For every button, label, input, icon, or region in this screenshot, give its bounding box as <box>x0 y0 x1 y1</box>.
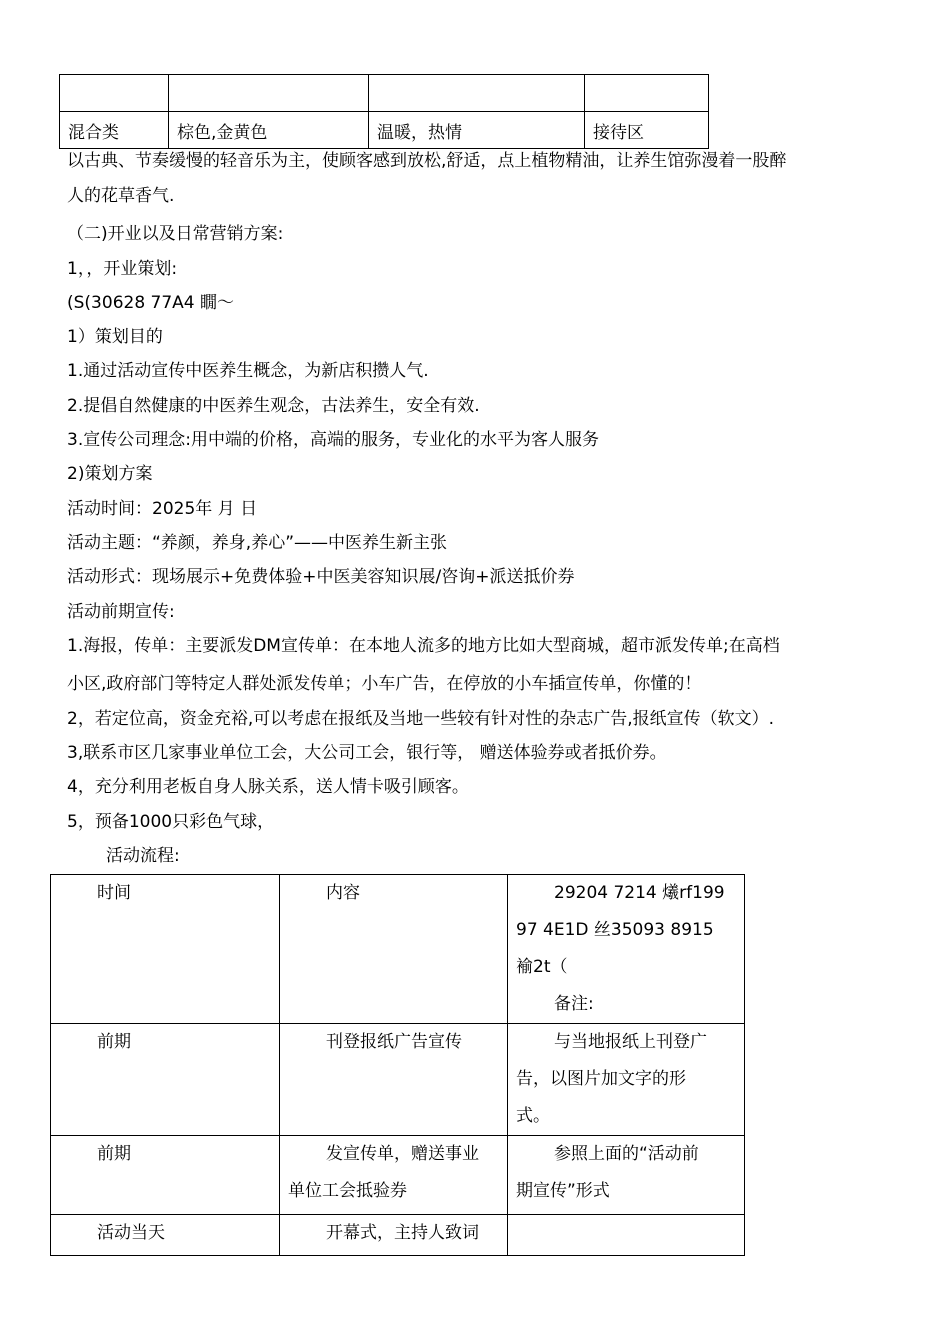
paragraph-line: 人的花草香气. <box>67 186 175 206</box>
note-cell: 式。 <box>516 1106 550 1126</box>
time-cell: 前期 <box>97 1144 131 1164</box>
list-item: 2.提倡自然健康的中医养生观念，古法养生，安全有效. <box>67 396 480 416</box>
list-item: 1.海报，传单：主要派发DM宣传单：在本地人流多的地方比如大型商城，超市派发传单;在高档 <box>67 636 780 656</box>
table-cell <box>585 75 708 81</box>
list-item: 3.宣传公司理念:用中端的价格，高端的服务，专业化的水平为客人服务 <box>67 430 599 450</box>
note-cell: 与当地报纸上刊登广 <box>554 1032 707 1052</box>
paragraph-line: 小区,政府部门等特定人群处派发传单；小车广告，在停放的小车插宣传单，你懂的！ <box>67 674 702 694</box>
section-heading: 1）策划目的 <box>67 327 163 347</box>
table-row <box>51 1024 745 1136</box>
content-cell: 开幕式，主持人致词 <box>326 1223 479 1243</box>
list-item: 5，预备1000只彩色气球， <box>67 812 275 832</box>
table-row <box>51 875 745 1024</box>
note-cell: 备注: <box>554 994 594 1014</box>
list-item: 2，若定位高，资金充裕,可以考虑在报纸及当地一些较有针对性的杂志广告,报纸宣传（软文）. <box>67 709 775 729</box>
table-cell: 温暖，热情 <box>377 123 462 143</box>
color-scheme-table <box>59 74 709 149</box>
paragraph-line: 活动主题：“养颜，养身,养心”——中医养生新主张 <box>67 533 448 553</box>
content-cell: 内容 <box>326 883 360 903</box>
table-row <box>60 112 709 149</box>
paragraph-line: 以古典、节奏缓慢的轻音乐为主，使顾客感到放松,舒适，点上植物精油，让养生馆弥漫着一股醉 <box>67 151 787 171</box>
note-cell: 97 4E1D 丝35093 8915 <box>516 920 714 940</box>
note-cell: 褕2t（ <box>516 957 568 977</box>
time-cell: 活动当天 <box>97 1223 165 1243</box>
paragraph-line: (S(30628 77A4 瞯～ <box>67 293 235 313</box>
section-heading: 活动流程: <box>106 846 180 866</box>
note-cell: 期宣传”形式 <box>516 1181 610 1201</box>
note-cell: 参照上面的“活动前 <box>554 1144 699 1164</box>
table-row <box>60 75 709 112</box>
list-item: 3,联系市区几家事业单位工会，大公司工会，银行等， 赠送体验券或者抵价券。 <box>67 743 667 763</box>
paragraph-line: 活动形式：现场展示+免费体验+中医美容知识展/咨询+派送抵价券 <box>67 567 575 587</box>
table-cell: 棕色,金黄色 <box>177 123 268 143</box>
table-row <box>51 1136 745 1215</box>
section-heading: 2)策划方案 <box>67 464 153 484</box>
table-cell <box>369 75 584 81</box>
table-cell: 接待区 <box>593 123 644 143</box>
content-cell: 发宣传单，赠送事业 <box>326 1144 479 1164</box>
section-heading: 1，，开业策划: <box>67 259 178 279</box>
section-heading: （二)开业以及日常营销方案: <box>67 224 284 244</box>
section-heading: 活动前期宣传: <box>67 602 175 622</box>
time-cell: 时间 <box>97 883 131 903</box>
content-cell: 单位工会抵验券 <box>288 1181 407 1201</box>
list-item: 4，充分利用老板自身人脉关系，送人情卡吸引顾客。 <box>67 777 469 797</box>
list-item: 1.通过活动宣传中医养生概念，为新店积攒人气. <box>67 361 429 381</box>
note-cell: 29204 7214 爔rf199 <box>554 883 725 903</box>
table-row <box>51 1215 745 1256</box>
table-cell <box>169 75 368 81</box>
note-cell: 告，以图片加文字的形 <box>516 1069 686 1089</box>
table-cell: 混合类 <box>68 123 119 143</box>
content-cell: 刊登报纸广告宣传 <box>326 1032 462 1052</box>
table-cell <box>60 75 168 81</box>
time-cell: 前期 <box>97 1032 131 1052</box>
paragraph-line: 活动时间：2025年 月 日 <box>67 499 258 519</box>
activity-flow-table <box>50 874 745 1256</box>
